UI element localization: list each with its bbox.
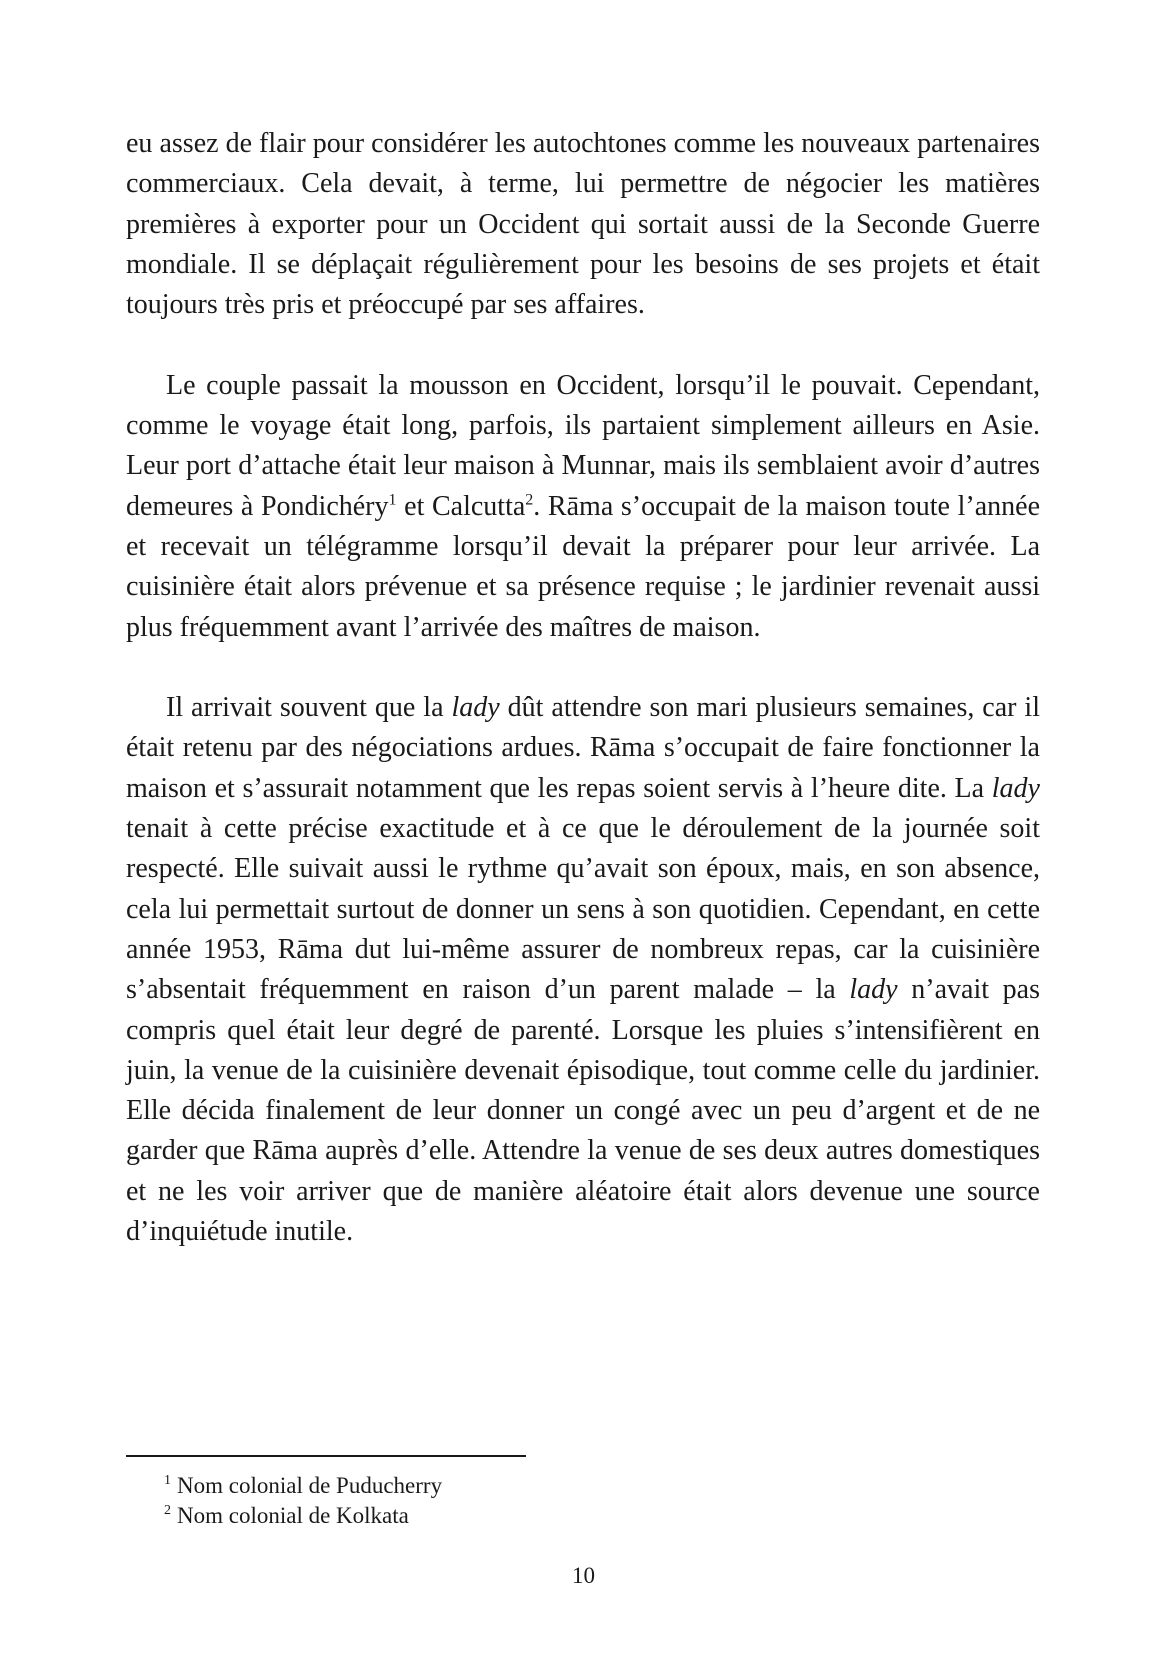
paragraph-3 [126,688,1040,1252]
footnote-text: Nom colonial de Kolkata [177,1503,409,1528]
footnote-ref-2[interactable]: 2 [525,491,534,509]
paragraph-3-text: n’avait pas compris quel était leur degré de parenté. Lorsque les pluies s’intensifièrent en juin, la venue de la cuisinière devenait épisodique, tout comme celle du jardinier. Elle décida finalement de leur donner un congé avec un peu d’argent et de ne garder que Rāma auprès d’elle. Attendre la venue de ses deux autres domestiques et ne les voir arriver que de manière aléatoire était alors devenue une source d’inquiétude inutile. [126,974,1041,1248]
paragraph-3-text: Il arrivait souvent que la [166,692,452,724]
main-text [126,124,1040,1252]
paragraph-1-text: eu assez de flair pour considérer les autochtones comme les nouveaux partenaires commerciaux. Cela devait, à terme, lui permettre de négocier les matières premières à exporter pour un Occident qui sortait aussi de la Seconde Guerre mondiale. Il se déplaçait régulièrement pour les besoins de ses projets et était toujours très pris et préoccupé par ses affaires. [126,128,1040,321]
footnote-mark: 1 [164,1473,171,1489]
paragraph-2-text: et Calcutta [396,490,526,522]
paragraph-2-text: . Rāma s’occupait de la maison toute l’année et recevait un télégramme lorsqu’il devait la préparer pour leur arrivée. La cuisinière était alors prévenue et sa présence requise ; le jardinier revenait aussi plus fréquemment avant l’arrivée des maîtres de maison. [126,490,1040,643]
italic-term: lady [451,692,500,724]
paragraph-2 [126,366,1040,648]
footnote-1 [164,1471,442,1501]
paragraph-1 [126,124,1040,325]
footnotes [164,1471,442,1531]
footnote-text: Nom colonial de Puducherry [177,1473,443,1498]
paragraph-2-text: Le couple passait la mousson en Occident, lorsqu’il le pouvait. Cependant, comme le voyage était long, parfois, ils partaient simplement ailleurs en Asie. Leur port d’attache était leur maison à Munnar, mais ils semblaient avoir d’autres demeures à Pondichéry [126,369,1040,522]
footnote-2 [164,1501,442,1531]
paragraph-3-text: dût attendre son mari plusieurs semaines, car il était retenu par des négociations ardues. Rāma s’occupait de faire fonctionner la maison et s’assurait notamment que les repas soient servis à l’heure dite. La [126,692,1040,804]
footnote-ref-1[interactable]: 1 [388,491,397,509]
footnote-mark: 2 [164,1503,171,1519]
paragraph-3-text: tenait à cette précise exactitude et à ce que le déroulement de la journée soit respecté. Elle suivait aussi le rythme qu’avait son époux, mais, en son absence, cela lui permettait surtout de donner un sens à son quotidien. Cependant, en cette année 1953, Rāma dut lui-même assurer de nombreux repas, car la cuisinière s’absentait fréquemment en raison d’un parent malade – la [126,813,1040,1006]
page-number: 10 [572,1563,595,1588]
italic-term: lady [991,772,1040,804]
italic-term: lady [849,974,898,1006]
footnote-separator [126,1455,526,1457]
